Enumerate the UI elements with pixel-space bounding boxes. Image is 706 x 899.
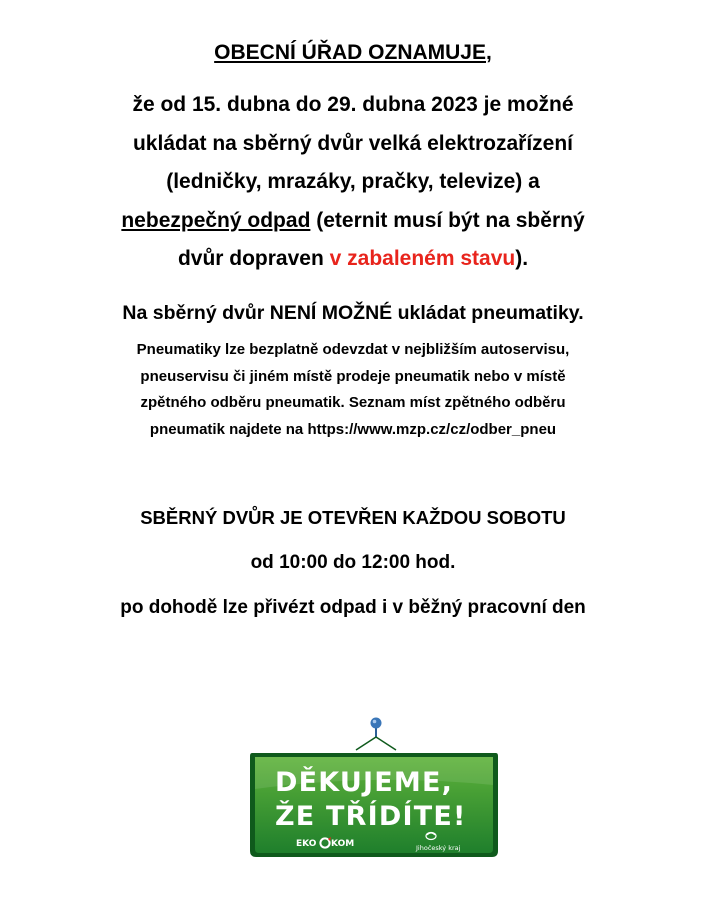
pin-icon (356, 718, 396, 751)
announcement-line-5-start: dvůr dopraven (177, 247, 330, 270)
packed-condition-warning: v zabaleném stavu (329, 247, 516, 270)
sign-line-1: DĚKUJEME, (275, 767, 454, 798)
announcement-line-1: že od 15. dubna do 29. dubna 2023 je možné (132, 93, 574, 116)
tires-info-line-1: Pneumatiky lze bezplatně odevzdat v nejbližším autoservisu, (136, 341, 570, 358)
announcement-line-2: ukládat na sběrný dvůr velká elektrozařízení (132, 131, 573, 155)
announcement-line-3: (ledničky, mrazáky, pračky, televize) a (166, 170, 540, 193)
notice-heading-text: OBECNÍ ÚŘAD OZNAMUJE (214, 41, 486, 64)
announcement-line-5-end: ). (515, 247, 529, 270)
opening-hours: od 10:00 do 12:00 hod. (250, 552, 456, 573)
thank-you-sign (248, 715, 500, 860)
notice-heading-comma: , (486, 41, 492, 64)
opening-note: po dohodě lze přivézt odpad i v běžný pracovní den (120, 597, 586, 618)
announcement-line-4-rest: (eternit musí být na sběrný (310, 208, 585, 232)
announcement-text (60, 86, 646, 279)
tires-info-line-2: pneuservisu či jiném místě prodeje pneumatik nebo v místě (140, 367, 566, 385)
announcement-line-4 (60, 202, 646, 241)
opening-title: SBĚRNÝ DVŮR JE OTEVŘEN KAŽDOU SOBOTU (140, 507, 566, 528)
sign-line-2: ŽE TŘÍDÍTE! (275, 801, 467, 832)
announcement-line-5 (60, 240, 646, 279)
region-logo-text: Jihočeský kraj (416, 844, 461, 852)
tires-info (90, 337, 616, 443)
ekokom-logo-part-2: KOM (331, 839, 355, 849)
hazardous-waste-term: nebezpečný odpad (121, 208, 311, 232)
tires-info-line-4: pneumatik najdete na https://www.mzp.cz/cz/odber_pneu (149, 420, 557, 438)
tires-info-line-3: zpětného odběru pneumatik. Seznam míst zpětného odběru (140, 394, 566, 411)
ekokom-logo-part-1: EKO (296, 839, 317, 849)
notice-heading (0, 40, 706, 66)
tires-title: Na sběrný dvůr NENÍ MOŽNÉ ukládat pneumatiky. (122, 302, 584, 324)
